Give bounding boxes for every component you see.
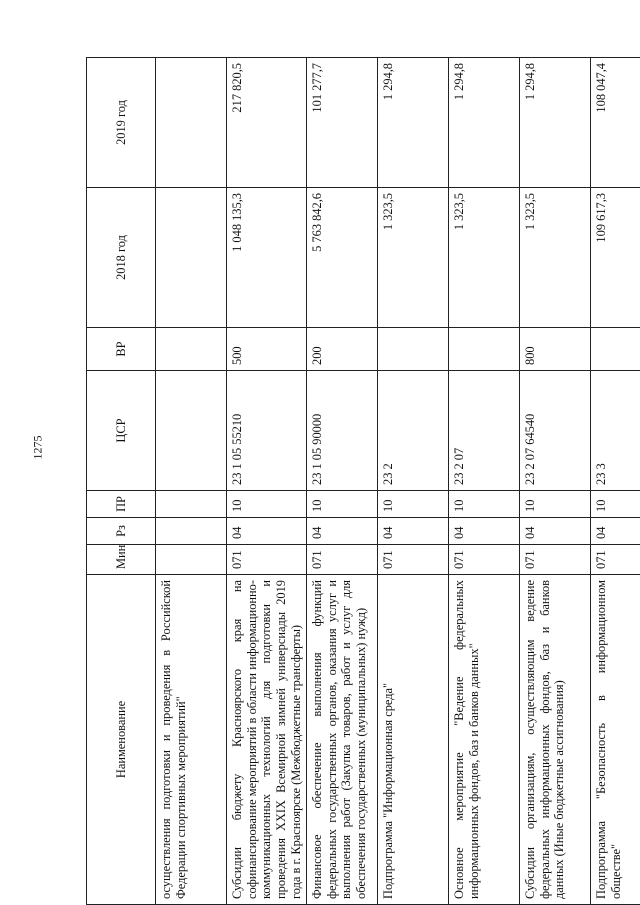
row-name: Субсидии бюджету Красноярского края на софинансирование мероприятий в области информационно-коммуникационных технологий для подготовки и проведения XXIX Всемирной зимней универсиады 2019 года в г. Красноярске (Межбюджетные трансферты) bbox=[227, 575, 307, 905]
row-pr: 10 bbox=[520, 491, 591, 518]
row-min: 071 bbox=[591, 545, 640, 575]
header-vr: ВР bbox=[87, 328, 156, 371]
header-csr: ЦСР bbox=[87, 371, 156, 491]
table-row bbox=[591, 58, 640, 905]
header-min: Мин bbox=[87, 545, 156, 575]
row-rz: 04 bbox=[591, 518, 640, 545]
table-row bbox=[307, 58, 378, 905]
row-2019: 1 294,8 bbox=[378, 58, 449, 188]
row-2018: 1 323,5 bbox=[520, 188, 591, 328]
budget-table bbox=[86, 57, 640, 905]
row-csr: 23 2 07 64540 bbox=[520, 371, 591, 491]
row-rz: 04 bbox=[449, 518, 520, 545]
header-pr: ПР bbox=[87, 491, 156, 518]
row-pr: 10 bbox=[307, 491, 378, 518]
row-rz: 04 bbox=[307, 518, 378, 545]
row-csr: 23 2 07 bbox=[449, 371, 520, 491]
header-name: Наименование bbox=[87, 575, 156, 905]
row-vr bbox=[591, 328, 640, 371]
row-2019: 108 047,4 bbox=[591, 58, 640, 188]
table-row bbox=[520, 58, 591, 905]
row-min: 071 bbox=[449, 545, 520, 575]
row-min: 071 bbox=[520, 545, 591, 575]
row-pr: 10 bbox=[449, 491, 520, 518]
header-2019: 2019 год bbox=[87, 58, 156, 188]
row-pr: 10 bbox=[227, 491, 307, 518]
table-row bbox=[156, 58, 227, 905]
row-2018: 109 617,3 bbox=[591, 188, 640, 328]
row-min: 071 bbox=[227, 545, 307, 575]
row-min: 071 bbox=[378, 545, 449, 575]
row-vr: 500 bbox=[227, 328, 307, 371]
row-vr bbox=[449, 328, 520, 371]
row-2019: 217 820,5 bbox=[227, 58, 307, 188]
row-csr: 23 1 05 55210 bbox=[227, 371, 307, 491]
table-row bbox=[449, 58, 520, 905]
row-name: Основное мероприятие "Ведение федеральных информационных фондов, баз и банков данных" bbox=[449, 575, 520, 905]
row-name: Подпрограмма "Информационная среда" bbox=[378, 575, 449, 905]
page-number: 1275 bbox=[30, 435, 45, 460]
row-name: Подпрограмма "Безопасность в информационном обществе" bbox=[591, 575, 640, 905]
row-2019 bbox=[156, 58, 227, 188]
table-row bbox=[227, 58, 307, 905]
row-rz: 04 bbox=[227, 518, 307, 545]
row-name: осуществления подготовки и проведения в Российской Федерации спортивных мероприятий" bbox=[156, 575, 227, 905]
row-2018: 5 763 842,6 bbox=[307, 188, 378, 328]
header-2018: 2018 год bbox=[87, 188, 156, 328]
row-pr: 10 bbox=[378, 491, 449, 518]
row-csr bbox=[156, 371, 227, 491]
row-pr bbox=[156, 491, 227, 518]
table-row bbox=[378, 58, 449, 905]
row-2019: 101 277,7 bbox=[307, 58, 378, 188]
row-2019: 1 294,8 bbox=[520, 58, 591, 188]
row-csr: 23 1 05 90000 bbox=[307, 371, 378, 491]
row-pr: 10 bbox=[591, 491, 640, 518]
row-name: Субсидии организациям, осуществляющим ведение федеральных информационных фондов, баз и банков данных (Иные бюджетные ассигнования) bbox=[520, 575, 591, 905]
row-csr: 23 3 bbox=[591, 371, 640, 491]
row-2018: 1 048 135,3 bbox=[227, 188, 307, 328]
row-rz: 04 bbox=[520, 518, 591, 545]
row-vr: 200 bbox=[307, 328, 378, 371]
row-2019: 1 294,8 bbox=[449, 58, 520, 188]
row-vr bbox=[156, 328, 227, 371]
row-2018: 1 323,5 bbox=[378, 188, 449, 328]
row-rz bbox=[156, 518, 227, 545]
row-vr: 800 bbox=[520, 328, 591, 371]
row-min bbox=[156, 545, 227, 575]
row-2018 bbox=[156, 188, 227, 328]
row-name: Финансовое обеспечение выполнения функций федеральных государственных органов, оказания услуг и выполнения работ (Закупка товаров, работ и услуг для обеспечения государственных (муниципальных) нужд) bbox=[307, 575, 378, 905]
row-rz: 04 bbox=[378, 518, 449, 545]
header-rz: Рз bbox=[87, 518, 156, 545]
row-min: 071 bbox=[307, 545, 378, 575]
table-header-row bbox=[87, 58, 156, 905]
row-csr: 23 2 bbox=[378, 371, 449, 491]
row-2018: 1 323,5 bbox=[449, 188, 520, 328]
row-vr bbox=[378, 328, 449, 371]
